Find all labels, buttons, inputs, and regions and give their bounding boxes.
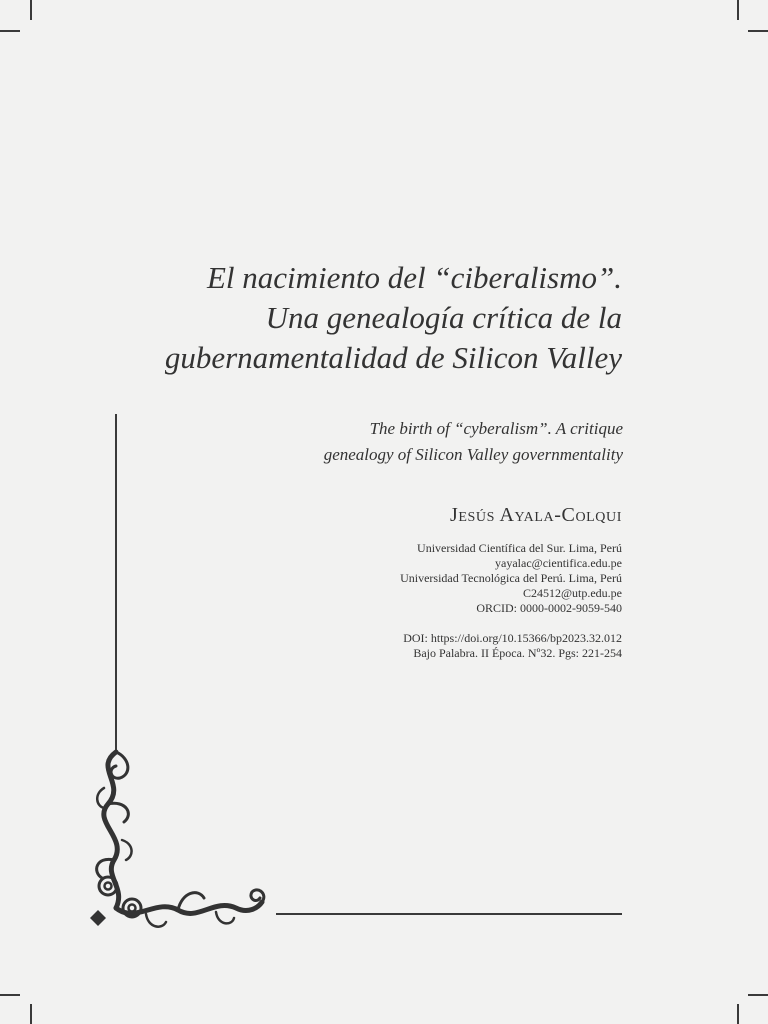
vertical-rule: [115, 414, 117, 750]
affiliation-line: Universidad Científica del Sur. Lima, Perú: [417, 541, 622, 555]
journal-line: Bajo Palabra. II Época. Nº32. Pgs: 221-254: [413, 646, 622, 660]
orcid-line: ORCID: 0000-0002-9059-540: [476, 601, 622, 615]
title-line: El nacimiento del “ciberalismo”.: [206, 260, 622, 295]
subtitle-line: The birth of “cyberalism”. A critique: [369, 419, 623, 438]
crop-mark: [0, 30, 20, 32]
email-line: yayalac@cientifica.edu.pe: [495, 556, 622, 570]
author-name: Jesús Ayala-Colqui: [449, 504, 622, 526]
publication-reference: [403, 631, 622, 661]
article-title: [165, 258, 622, 378]
author-affiliations: [400, 541, 622, 616]
crop-mark: [737, 1004, 739, 1024]
affiliation-line: Universidad Tecnológica del Perú. Lima, Perú: [400, 571, 622, 585]
horizontal-rule: [276, 913, 622, 915]
title-line: gubernamentalidad de Silicon Valley: [164, 340, 622, 375]
crop-mark: [737, 0, 739, 20]
subtitle-line: genealogy of Silicon Valley governmentality: [323, 445, 623, 464]
title-line: Una genealogía crítica de la: [265, 300, 622, 335]
email-line: C24512@utp.edu.pe: [522, 586, 622, 600]
floral-corner-ornament-icon: [86, 748, 276, 938]
crop-mark: [748, 994, 768, 996]
crop-mark: [30, 0, 32, 20]
article-subtitle: [324, 416, 623, 468]
crop-mark: [748, 30, 768, 32]
crop-mark: [30, 1004, 32, 1024]
doi-line: DOI: https://doi.org/10.15366/bp2023.32.012: [403, 631, 622, 645]
crop-mark: [0, 994, 20, 996]
